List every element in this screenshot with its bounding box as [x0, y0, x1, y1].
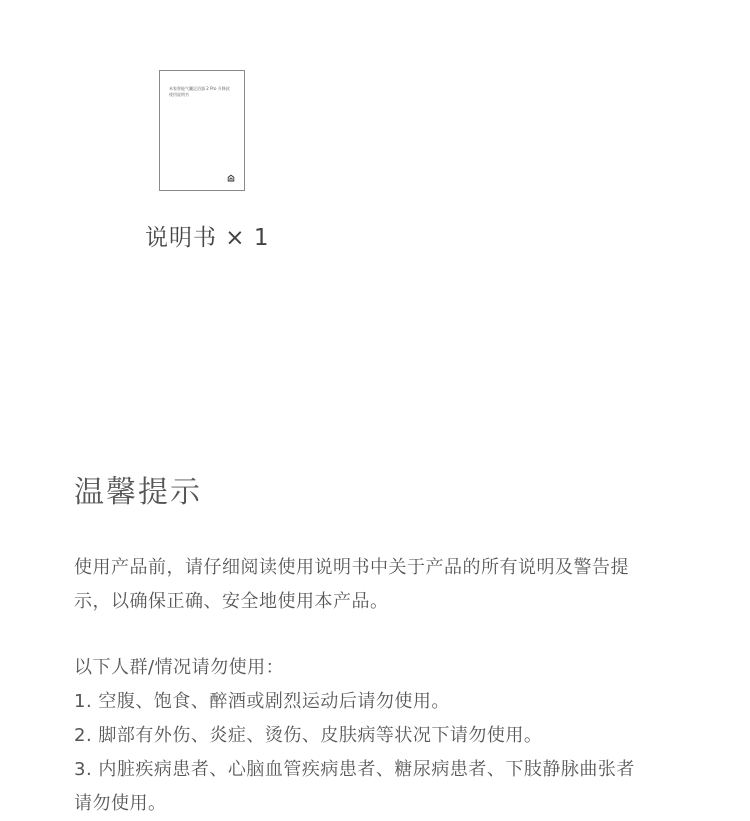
warning-list-item-continuation: 请勿使用。	[74, 793, 167, 814]
warning-list-heading: 以下人群/情况请勿使用：	[74, 657, 285, 678]
warning-list-item: 2. 脚部有外伤、炎症、烫伤、皮肤病等状况下请勿使用。	[74, 725, 543, 746]
booklet-cover-title	[169, 86, 241, 98]
warning-list	[74, 651, 674, 821]
intro-paragraph	[74, 551, 674, 619]
item-caption: 说明书 × 1	[145, 225, 270, 251]
section-title: 温馨提示	[74, 475, 202, 510]
intro-line: 使用产品前，请仔细阅读使用说明书中关于产品的所有说明及警告提	[74, 557, 629, 578]
warning-list-item: 3. 内脏疾病患者、心脑血管疾病患者、糖尿病患者、下肢静脉曲张者	[74, 759, 635, 780]
warning-list-item: 1. 空腹、饱食、醉酒或剧烈运动后请勿使用。	[74, 691, 450, 712]
booklet-title-line-2: 使用说明书	[169, 92, 189, 97]
mi-home-logo-icon	[227, 174, 235, 182]
booklet-title-line-1: 米家智能气囊足浴器 2 Pro 升降款	[169, 86, 230, 91]
manual-booklet-image	[159, 70, 245, 191]
intro-line: 示，以确保正确、安全地使用本产品。	[74, 591, 389, 612]
